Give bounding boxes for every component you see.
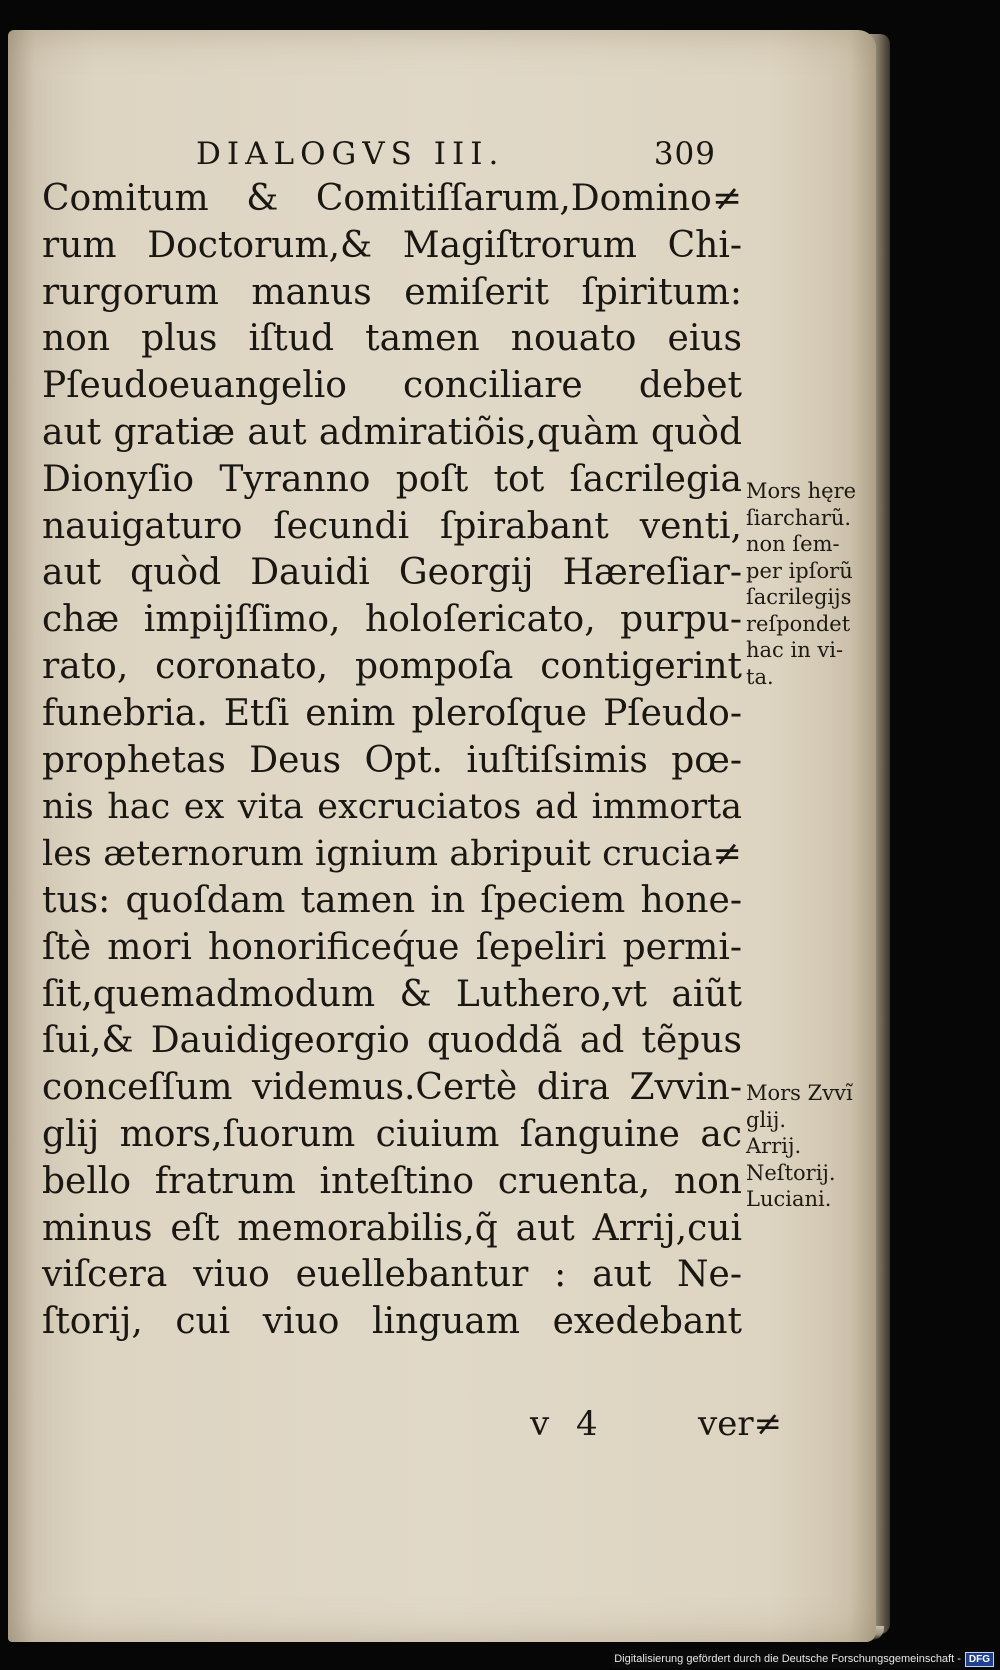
margin-note-line: Mors hęre [746, 479, 857, 503]
body-text [42, 176, 742, 1346]
margin-note-line: ſacrilegijs [746, 585, 852, 609]
dfg-logo-icon: DFG [965, 1652, 994, 1667]
text-line: ſit,quemadmodum & Luthero,vt aiũt [42, 973, 742, 1015]
text-line: rurgorum manus emiſerit ſpiritum: [42, 271, 742, 313]
signature-mark: v 4 [530, 1404, 606, 1444]
margin-note-line: glij. [746, 1107, 787, 1132]
margin-note-line: Mors Zvvĩ [746, 1081, 853, 1105]
margin-note-line: hac in vi- [746, 638, 844, 662]
text-line: tus: quoſdam tamen in ſpeciem hone- [42, 879, 742, 921]
margin-note-line: non ſem- [746, 532, 840, 556]
margin-note-line: Arrij. [746, 1134, 802, 1158]
text-line: bello fratrum inteſtino cruenta, non [42, 1160, 742, 1202]
running-head-title: DIALOGVS III. [196, 136, 505, 172]
signature-line [530, 1404, 783, 1448]
catchword: ver≠ [698, 1404, 783, 1444]
text-line: glij mors,ſuorum ciuium ſanguine ac [42, 1113, 742, 1155]
margin-note-line: per ipſorũ [746, 558, 853, 583]
margin-note-line: reſpondet [746, 611, 851, 636]
text-line: ſui,& Dauidigeorgio quoddã ad tẽpus [42, 1020, 742, 1062]
text-line: prophetas Deus Opt. iuſtiſsimis pœ- [42, 739, 742, 781]
margin-note-line: Luciani. [746, 1187, 832, 1211]
text-line: viſcera viuo euellebantur : aut Ne- [42, 1254, 742, 1296]
text-line: aut gratiæ aut admiratiõis,quàm quòd [42, 411, 742, 453]
text-line: non plus iſtud tamen nouato eius [42, 318, 742, 360]
text-line: Dionyſio Tyranno poſt tot ſacrilegia [42, 458, 742, 500]
credit-text: Digitalisierung gefördert durch die Deutsche Forschungsgemeinschaft - [614, 1653, 961, 1665]
text-line: aut quòd Dauidi Georgij Hæreſiar- [42, 552, 742, 594]
page-number: 309 [653, 136, 716, 172]
text-line: nis hac ex vita excruciatos ad immorta [42, 787, 742, 828]
text-line: minus eſt memorabilis,q̃ aut Arrij,cui [42, 1207, 742, 1249]
text-line: chæ impijſſimo, holoſericato, purpu- [42, 599, 742, 641]
text-line: nauigaturo ſecundi ſpirabant venti, [42, 505, 742, 547]
text-line: funebria. Etſi enim pleroſque Pſeudo- [42, 692, 742, 734]
text-line: les æternorum ignium abripuit crucia≠ [42, 834, 742, 875]
running-head [196, 136, 716, 180]
margin-note-line: Neſtorij. [746, 1160, 836, 1185]
margin-note-deaths [746, 1080, 876, 1213]
margin-note-heresiarchs [746, 478, 876, 690]
text-line: rato, coronato, pompoſa contigerint [42, 645, 742, 687]
text-line: ſtè mori honorificeq́ue ſepeliri permi- [42, 926, 742, 968]
text-line: conceſſum videmus.Certè dira Zvvin- [42, 1067, 742, 1109]
margin-note-line: ſiarcharũ. [746, 505, 852, 530]
text-line: Pſeudoeuangelio conciliare debet [42, 365, 742, 407]
margin-note-line: ta. [746, 664, 774, 689]
text-line: rum Doctorum,& Magiſtrorum Chi- [42, 224, 742, 266]
text-line: Comitum & Comitiſſarum,Domino≠ [42, 178, 742, 219]
digitization-credit [612, 1650, 996, 1668]
text-line: ſtorij, cui viuo linguam exedebant [42, 1301, 742, 1343]
